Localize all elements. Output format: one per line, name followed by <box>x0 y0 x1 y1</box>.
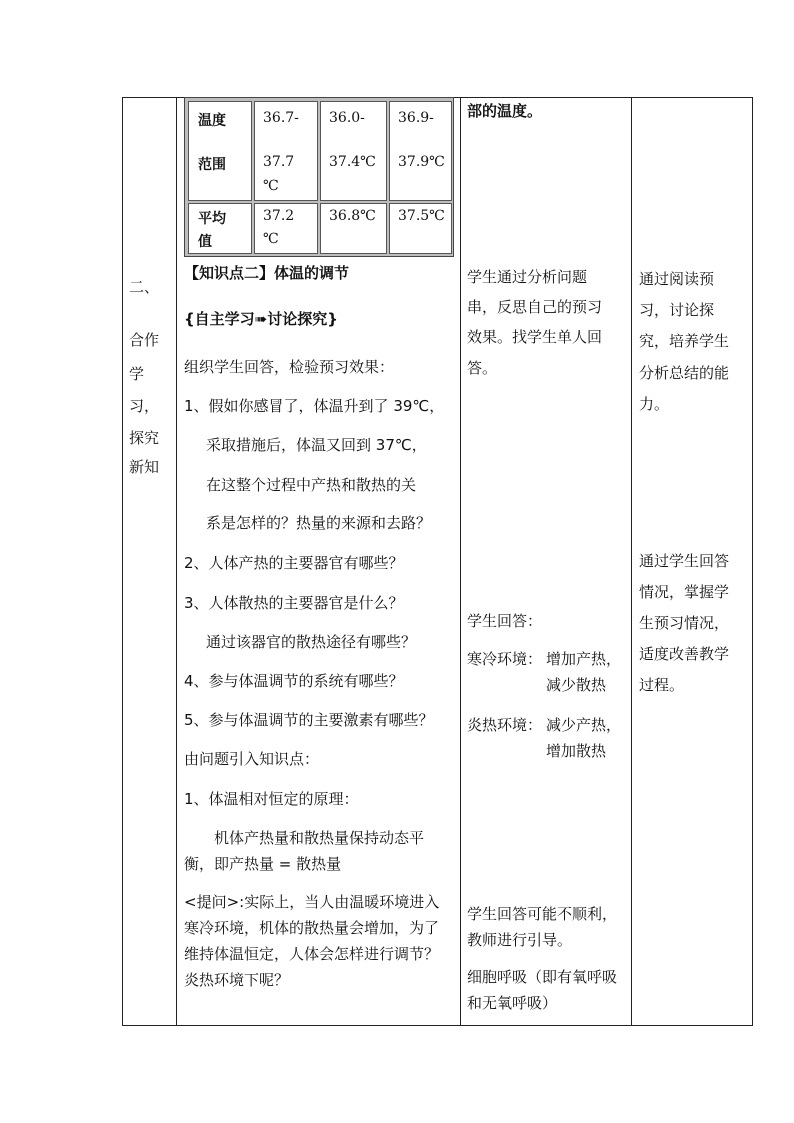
row2-label: 平均 <box>198 211 226 227</box>
intent-text: 过程。 <box>639 676 685 694</box>
question-prompt: 寒冷环境，机体的散热量会增加，为了 <box>184 919 440 937</box>
table-border-right <box>752 97 753 1026</box>
stage-line: 学 <box>129 365 145 383</box>
table-border-bottom <box>122 1025 753 1026</box>
row2-value-cell <box>320 203 387 254</box>
intent-text: 力。 <box>639 395 670 413</box>
table-value: 37.9℃ <box>398 154 445 170</box>
student-text: 答。 <box>467 359 498 377</box>
guide-text: 学生回答可能不顺利， <box>467 905 618 923</box>
table-value: 36.8℃ <box>329 208 376 224</box>
learning-mode: {自主学习➠讨论探究} <box>184 310 338 328</box>
row2-value-cell <box>254 203 318 254</box>
student-text: 效果。找学生单人回 <box>467 328 603 346</box>
column-divider-2 <box>460 97 461 1026</box>
table-value: 37.4℃ <box>329 154 376 170</box>
intent-text: 适度改善教学 <box>639 645 730 663</box>
hot-answer: 减少产热， <box>546 716 622 734</box>
column-divider-3 <box>631 97 632 1026</box>
stage-line: 合作 <box>129 331 160 349</box>
stage-line: 习， <box>129 397 160 415</box>
table-value: ℃ <box>263 231 279 247</box>
table-value: 37.5℃ <box>398 208 445 224</box>
intro-text: 组织学生回答，检验预习效果： <box>184 358 395 376</box>
row2-label: 值 <box>198 234 212 250</box>
stage-line: 探究 <box>129 429 160 447</box>
response-text: 细胞呼吸（即有氧呼吸 <box>467 968 618 986</box>
column-divider-1 <box>176 97 177 1026</box>
table-value: 36.0- <box>329 110 365 126</box>
question-5: 5、参与体温调节的主要激素有哪些？ <box>184 711 434 729</box>
principle-text: 衡，即产热量 = 散热量 <box>184 855 342 873</box>
response-text: 和无氧呼吸） <box>467 994 558 1012</box>
table-value: 36.7- <box>263 110 299 126</box>
knowledge-heading: 【知识点二】体温的调节 <box>184 264 350 282</box>
hot-answer: 增加散热 <box>546 742 607 760</box>
student-text: 部的温度。 <box>467 102 543 120</box>
intent-text: 通过学生回答 <box>639 552 730 570</box>
table-border-left <box>122 97 123 1026</box>
stage-line: 新知 <box>129 458 160 476</box>
principle-title: 1、体温相对恒定的原理： <box>184 790 359 808</box>
hot-label: 炎热环境： <box>467 716 543 734</box>
question-2: 2、人体产热的主要器官有哪些？ <box>184 554 404 572</box>
student-text: 学生通过分析问题 <box>467 268 588 286</box>
intent-text: 习，讨论探 <box>639 301 715 319</box>
intent-text: 究，培养学生 <box>639 332 730 350</box>
stage-line: 二、 <box>129 278 160 296</box>
principle-text: 机体产热量和散热量保持动态平 <box>214 829 425 847</box>
table-value: 37.2 <box>263 208 295 224</box>
row1-value-cell <box>389 101 452 201</box>
intent-text: 情况，掌握学 <box>639 583 730 601</box>
question-1: 系是怎样的？热量的来源和去路？ <box>206 514 432 532</box>
intent-text: 通过阅读预 <box>639 270 715 288</box>
question-4: 4、参与体温调节的系统有哪些？ <box>184 672 404 690</box>
cold-label: 寒冷环境： <box>467 650 543 668</box>
row1-label: 范围 <box>198 157 226 173</box>
question-prompt: 维持体温恒定，人体会怎样进行调节？ <box>184 945 440 963</box>
question-prompt: 炎热环境下呢？ <box>184 971 290 989</box>
intent-text: 生预习情况， <box>639 614 730 632</box>
question-1: 1、假如你感冒了，体温升到了 39℃， <box>184 397 445 415</box>
question-1: 在这整个过程中产热和散热的关 <box>206 476 417 494</box>
row1-value-cell <box>320 101 387 201</box>
row2-label-cell <box>188 203 252 254</box>
cold-answer: 增加产热， <box>546 650 622 668</box>
student-text: 串，反思自己的预习 <box>467 298 603 316</box>
table-value: ℃ <box>263 178 279 194</box>
cold-answer: 减少散热 <box>546 676 607 694</box>
table-value: 36.9- <box>398 110 434 126</box>
row1-label-cell <box>188 101 252 201</box>
temperature-table <box>184 97 454 257</box>
lead-text: 由问题引入知识点： <box>184 750 320 768</box>
guide-text: 教师进行引导。 <box>467 931 573 949</box>
intent-text: 分析总结的能 <box>639 364 730 382</box>
question-prompt: <提问>:实际上，当人由温暖环境进入 <box>184 893 440 911</box>
question-3: 通过该器官的散热途径有哪些？ <box>206 633 417 651</box>
table-value: 37.7 <box>263 154 295 170</box>
row1-label: 温度 <box>198 113 226 129</box>
row1-value-cell <box>254 101 318 201</box>
question-1: 采取措施后，体温又回到 37℃， <box>206 436 427 454</box>
answer-heading: 学生回答： <box>467 612 543 630</box>
question-3: 3、人体散热的主要器官是什么？ <box>184 594 404 612</box>
row2-value-cell <box>389 203 452 254</box>
